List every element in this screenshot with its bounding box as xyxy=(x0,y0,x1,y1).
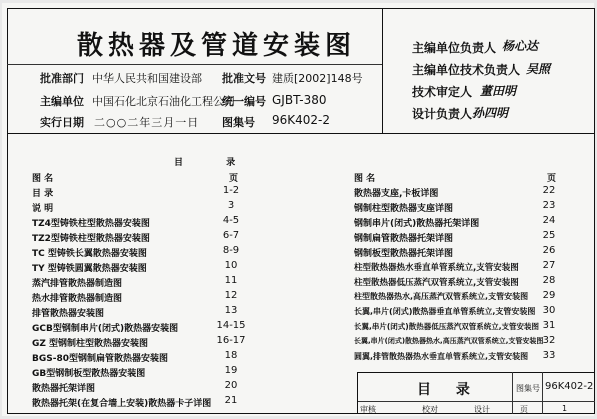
toc-entry-name: 长翼,串片(闭式)散热器低压蒸汽双管系统立,支管安装图 xyxy=(354,322,540,331)
title-block-title: 目 录 xyxy=(417,382,480,398)
toc-entry-page: 3 xyxy=(227,200,235,211)
editor-value: 中国石化北京石油化工程公司 xyxy=(92,95,235,108)
toc-entry-name: 说 明 xyxy=(32,204,54,214)
title-block-split-2 xyxy=(542,372,543,414)
page-title: 散热器及管道安装图 xyxy=(77,31,357,61)
toc-entry-page: 25 xyxy=(542,230,556,241)
toc-entry-name: TZ2型铸铁柱型散热器安装图 xyxy=(32,234,150,244)
atlas-number-label: 图集号 xyxy=(222,116,255,129)
title-block-page-label: 页 xyxy=(520,405,528,414)
title-block-atlas-value: 96K402-2 xyxy=(545,381,594,392)
role-label-reviewer: 技术审定人 xyxy=(412,85,473,99)
toc-entry-name: 钢制柱型散热器支座详图 xyxy=(354,204,454,214)
toc-entry-name: 排管散热器安装图 xyxy=(32,309,105,319)
toc-entry-name: 散热器托架详图 xyxy=(32,384,96,394)
signature-tech-chief: 吴照 xyxy=(526,62,551,76)
toc-entry-page: 21 xyxy=(224,395,238,406)
toc-entry-page: 20 xyxy=(224,380,238,391)
toc-right-col-page: 页 xyxy=(547,174,557,184)
title-block-left xyxy=(357,372,358,414)
role-label-tech-chief: 主编单位技术负责人 xyxy=(412,63,521,77)
unified-code-label: 统一编号 xyxy=(222,95,266,108)
toc-entry-name: TC 型铸铁长翼散热器安装图 xyxy=(32,249,147,259)
toc-entry-page: 23 xyxy=(542,200,556,211)
title-block-review-label: 审核 xyxy=(360,405,376,414)
title-block-split xyxy=(512,372,513,414)
toc-entry-name: 柱型散热器热水垂直单管系统立,支管安装图 xyxy=(354,263,519,273)
header-split xyxy=(382,8,383,133)
toc-entry-name: TY 型铸铁圆翼散热器安装图 xyxy=(32,264,147,274)
toc-entry-name: BGS-80型钢制扁管散热器安装图 xyxy=(32,354,168,364)
toc-entry-page: 14-15 xyxy=(216,320,246,331)
title-block-top xyxy=(357,372,595,373)
toc-entry-name: GB型钢制板型散热器安装图 xyxy=(32,369,146,379)
signature-reviewer: 董田明 xyxy=(480,84,517,98)
atlas-number-value: 96K402-2 xyxy=(272,113,331,127)
toc-entry-name: 散热器支座,卡板详图 xyxy=(354,189,439,199)
toc-entry-name: 热水排管散热器制造图 xyxy=(32,294,123,304)
toc-entry-page: 6-7 xyxy=(222,230,240,241)
toc-entry-name: 钢制扁管散热器托架详图 xyxy=(354,234,454,244)
toc-left-col-name: 图 名 xyxy=(32,174,54,184)
toc-entry-page: 30 xyxy=(542,305,556,316)
toc-entry-name: 柱型散热器低压蒸汽双管系统立,支管安装图 xyxy=(354,278,519,288)
toc-entry-name: 散热器托架(在复合墙上安装)散热器卡子详图 xyxy=(32,399,212,409)
role-label-design-lead: 设计负责人 xyxy=(412,107,473,121)
toc-entry-page: 32 xyxy=(542,335,556,346)
toc-entry-page: 28 xyxy=(542,275,556,286)
toc-entry-page: 29 xyxy=(542,290,556,301)
toc-entry-name: 长翼,串片(闭式)散热器热水,高压蒸汽双管系统立,支管安装图 xyxy=(354,337,544,345)
toc-entry-page: 24 xyxy=(542,215,556,226)
role-label-chief-unit: 主编单位负责人 xyxy=(412,41,497,55)
dept-value: 中华人民共和国建设部 xyxy=(92,72,202,85)
signature-chief-unit: 杨心达 xyxy=(502,39,539,53)
dept-label: 批准部门 xyxy=(40,72,84,85)
toc-entry-page: 12 xyxy=(224,290,238,301)
toc-entry-page: 27 xyxy=(542,260,556,271)
signature-design-lead: 孙四明 xyxy=(472,106,509,120)
toc-entry-name: 钢制串片(闭式)散热器托架详图 xyxy=(354,219,480,229)
toc-entry-page: 33 xyxy=(542,350,556,361)
title-underline xyxy=(7,64,382,65)
doc-number-value: 建质[2002]148号 xyxy=(272,72,363,85)
title-block-design-label: 设计 xyxy=(474,405,490,414)
toc-entry-page: 18 xyxy=(224,350,238,361)
toc-entry-page: 19 xyxy=(224,365,238,376)
drawing-sheet xyxy=(2,3,594,416)
toc-entry-name: 目 录 xyxy=(32,189,54,199)
toc-entry-page: 26 xyxy=(542,245,556,256)
unified-code-value: GJBT-380 xyxy=(272,93,327,107)
title-block-page-value: 1 xyxy=(562,404,568,413)
title-block-mid xyxy=(357,401,595,402)
toc-entry-page: 31 xyxy=(542,320,556,331)
toc-entry-name: 长翼,串片(闭式)散热器垂直单管系统立,支管安装图 xyxy=(354,307,536,316)
toc-entry-page: 8-9 xyxy=(222,245,240,256)
toc-entry-name: 蒸汽排管散热器制造图 xyxy=(32,279,123,289)
toc-entry-name: 圆翼,排管散热器热水垂直单管系统立,支管安装图 xyxy=(354,352,529,361)
toc-heading: 目 录 xyxy=(174,158,256,168)
effective-date-value: 二○○二年三月一日 xyxy=(94,116,200,129)
toc-entry-name: 钢制板型散热器托架详图 xyxy=(354,249,454,259)
toc-entry-page: 10 xyxy=(224,260,238,271)
toc-entry-name: 柱型散热器热水,高压蒸汽双管系统立,支管安装图 xyxy=(354,292,529,301)
toc-entry-page: 11 xyxy=(224,275,238,286)
editor-label: 主编单位 xyxy=(40,95,84,108)
toc-entry-name: TZ4型铸铁柱型散热器安装图 xyxy=(32,219,150,229)
toc-entry-page: 1-2 xyxy=(222,185,240,196)
toc-entry-name: GCB型钢制串片(闭式)散热器安装图 xyxy=(32,324,179,334)
title-block-atlas-label: 图集号 xyxy=(516,384,540,393)
toc-entry-page: 16-17 xyxy=(216,335,246,346)
header-divider xyxy=(7,133,595,134)
doc-number-label: 批准文号 xyxy=(222,72,266,85)
toc-entry-page: 13 xyxy=(224,305,238,316)
toc-left-col-page: 页 xyxy=(229,174,239,184)
title-block-check-label: 校对 xyxy=(422,405,438,414)
toc-entry-name: GZ 型钢制柱型散热器安装图 xyxy=(32,339,149,349)
toc-entry-page: 4-5 xyxy=(222,215,240,226)
toc-right-col-name: 图 名 xyxy=(354,174,376,184)
effective-date-label: 实行日期 xyxy=(40,116,84,129)
toc-entry-page: 22 xyxy=(542,185,556,196)
